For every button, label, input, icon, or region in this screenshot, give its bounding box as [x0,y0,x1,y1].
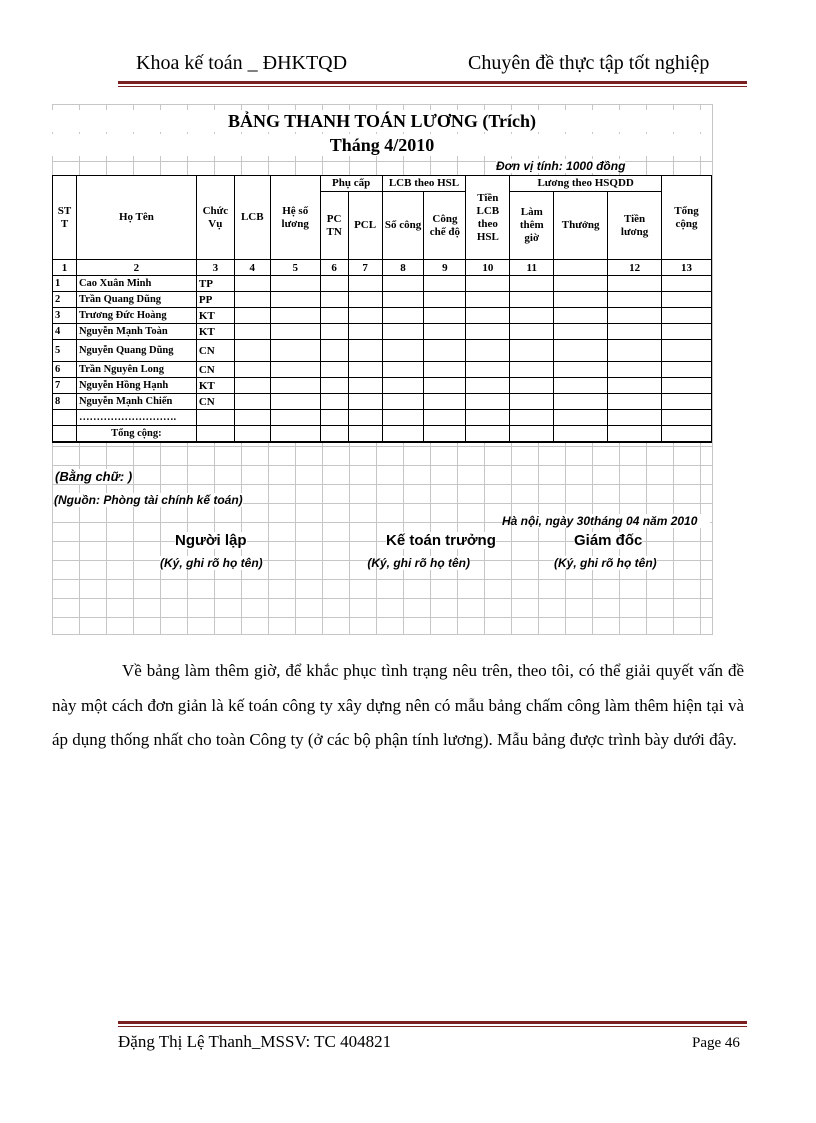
col-num [554,260,608,276]
row-number: 2 [53,292,77,308]
row-number: 3 [53,308,77,324]
table-row [53,410,712,426]
col-num: 7 [348,260,382,276]
row-number: 7 [53,378,77,394]
col-num: 3 [196,260,234,276]
col-num: 4 [234,260,270,276]
col-coef: Hệ số lương [270,176,320,260]
accountant-sign-note-text: (Ký, ghi rõ họ tên) [367,556,470,570]
employee-position: CN [196,340,234,362]
col-bonus: Thưởng [554,192,608,260]
page-number: Page 46 [692,1035,740,1051]
col-overtime: Làm thêm giờ [510,192,554,260]
table-row [53,362,712,378]
col-group-lcb-hsl: LCB theo HSL [382,176,466,192]
date-line: Hà nội, ngày 30tháng 04 năm 2010 [512,514,710,528]
source-note: (Nguồn: Phòng tài chính kế toán) [54,493,243,507]
body-paragraph: Về bảng làm thêm giờ, để khắc phục tình trạng nêu trên, theo tôi, có thể giải quyết vấn đề này một cách đơn giản là kế toán công ty xây dựng nên có mẫu bảng chấm công làm thêm hiện tại và áp dụng thống nhất cho toàn Công ty (ở các bộ phận tính lương). Mẫu bảng được trình bày dưới đây. [52,661,744,749]
employee-position: PP [196,292,234,308]
col-num: 12 [608,260,662,276]
total-row [53,426,712,443]
table-row [53,276,712,292]
sheet-title: BẢNG THANH TOÁN LƯƠNG (Trích) [52,110,712,132]
col-num: 8 [382,260,424,276]
preparer-title: Người lập [175,532,247,549]
col-days: Số công [382,192,424,260]
employee-name: Nguyễn Mạnh Toàn [76,324,196,340]
ellipsis-row: ………………………. [76,410,196,426]
total-label: Tổng cộng: [76,426,196,443]
col-num: 6 [320,260,348,276]
col-num: 1 [53,260,77,276]
col-lcb: LCB [234,176,270,260]
col-num: 13 [662,260,712,276]
table-row [53,394,712,410]
col-num: 5 [270,260,320,276]
col-regime: Công chế độ [424,192,466,260]
employee-name: Nguyễn Quang Dũng [76,340,196,362]
header-rule [118,81,747,84]
employee-name: Cao Xuân Minh [76,276,196,292]
table-row [53,308,712,324]
row-number: 1 [53,276,77,292]
column-number-row [53,260,712,276]
employee-position: KT [196,378,234,394]
col-pctn: PC TN [320,192,348,260]
table-row [53,292,712,308]
header-right: Chuyên đề thực tập tốt nghiệp [468,52,710,74]
employee-name: Trương Đức Hoàng [76,308,196,324]
sheet-month: Tháng 4/2010 [52,134,712,156]
preparer-sign-note: (Ký, ghi rõ họ tên) [160,556,263,570]
payroll-table [52,175,712,443]
table-row [53,340,712,362]
table-row [53,378,712,394]
col-num: 2 [76,260,196,276]
col-name: Họ Tên [76,176,196,260]
header-rule-thin [118,86,747,87]
row-number: 4 [53,324,77,340]
col-num: 9 [424,260,466,276]
director-title: Giám đốc [574,532,643,549]
employee-name: Trần Nguyên Long [76,362,196,378]
row-number: 6 [53,362,77,378]
employee-name: Trần Quang Dũng [76,292,196,308]
amount-in-words: (Bằng chữ: ) [55,469,133,484]
col-pcl: PCL [348,192,382,260]
footer-rule [118,1021,747,1024]
col-group-allowance: Phụ cấp [320,176,382,192]
col-stt: ST T [53,176,77,260]
col-num: 10 [466,260,510,276]
employee-position: KT [196,324,234,340]
unit-label: Đơn vị tính: 1000 đồng [496,159,626,173]
row-number: 5 [53,340,77,362]
chief-accountant-title: Kế toán trưởng [386,532,496,549]
accountant-sign-note [367,556,470,570]
employee-name: Nguyễn Hồng Hạnh [76,378,196,394]
header-left: Khoa kế toán _ ĐHKTQD [136,52,348,74]
table-row [53,324,712,340]
employee-position: KT [196,308,234,324]
footer-rule-thin [118,1026,747,1027]
director-sign-note: (Ký, ghi rõ họ tên) [554,556,657,570]
col-group-hsqdd: Lương theo HSQDD [510,176,662,192]
col-num: 11 [510,260,554,276]
row-number: 8 [53,394,77,410]
employee-position: CN [196,362,234,378]
col-total: Tổng cộng [662,176,712,260]
employee-position: CN [196,394,234,410]
col-position: Chức Vụ [196,176,234,260]
employee-name: Nguyễn Mạnh Chiến [76,394,196,410]
footer-author: Đặng Thị Lệ Thanh_MSSV: TC 404821 [118,1032,392,1051]
col-salary: Tiền lương [608,192,662,260]
col-lcb-money: Tiền LCB theo HSL [466,176,510,260]
employee-position: TP [196,276,234,292]
